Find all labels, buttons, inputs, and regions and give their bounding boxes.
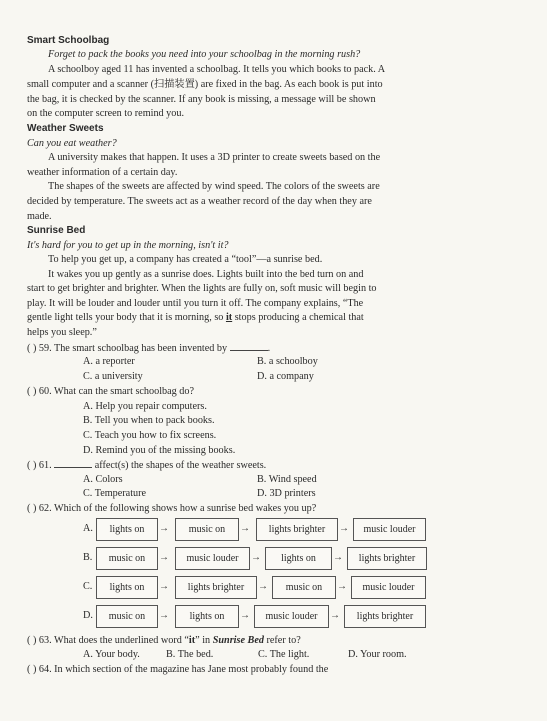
flow-step: lights on [96,576,158,599]
question-59 [27,341,442,355]
flow-step: lights on [265,547,332,570]
option-c[interactable]: C. Teach you how to fix screens. [83,430,217,441]
arrow-right-icon: → [251,552,261,563]
flow-step: lights brighter [175,576,257,599]
flow-step: music on [175,518,239,541]
paragraph-line: A university makes that happen. It uses a 3D printer to create sweets based on the [48,152,381,163]
question-stem-end: refer to? [263,635,301,646]
option-b[interactable]: B. The bed. [166,649,214,660]
section-question: Can you eat weather? [27,138,117,149]
flow-step: lights brighter [344,605,426,628]
option-c[interactable]: C. The light. [258,649,310,660]
option-label: A. [83,523,93,534]
flow-step: music louder [351,576,426,599]
paragraph-line: small computer and a scanner (扫描装置) are fixed in the bag. As each book is put into [27,79,383,90]
text-span: gentle light tells your body that it is morning, so [27,312,226,323]
paragraph-line: To help you get up, a company has created a “tool”—a sunrise bed. [48,254,323,265]
answer-blank[interactable] [230,341,268,351]
paragraph-line: A schoolboy aged 11 has invented a schoolbag. It tells you which books to pack. A [48,64,386,75]
flow-step: music on [96,547,158,570]
option-c[interactable]: C. Temperature [83,488,147,499]
question-61 [27,458,442,472]
arrow-right-icon: → [330,610,340,621]
option-d[interactable]: D. Your room. [348,649,407,660]
paragraph-line: play. It will be louder and louder until you turn it off. The company explains, “The [27,298,364,309]
option-b[interactable]: B. a schoolboy [257,356,318,367]
question-63 [27,634,442,647]
flow-step: lights on [96,518,158,541]
flow-step: music on [272,576,336,599]
question-stem: ( ) 59. The smart schoolbag has been invented by [27,343,228,354]
flow-option-d[interactable] [83,605,433,628]
paragraph-line [27,311,442,324]
flow-option-a[interactable] [83,518,433,541]
section-question: Forget to pack the books you need into your schoolbag in the morning rush? [48,49,361,60]
option-a[interactable]: A. Colors [83,474,123,485]
arrow-right-icon: → [159,581,169,592]
paragraph-line: decided by temperature. The sweets act as a weather record of the day when they are [27,196,372,207]
question-stem: ( ) 61. [27,460,52,471]
section-question: It's hard for you to get up in the morning, isn't it? [27,240,229,251]
underlined-word-it: it [225,312,233,323]
arrow-right-icon: → [339,523,349,534]
option-d[interactable]: D. Remind you of the missing books. [83,445,236,456]
option-d[interactable]: D. a company [257,371,314,382]
arrow-right-icon: → [240,523,250,534]
option-a[interactable]: A. Your body. [83,649,140,660]
option-c[interactable]: C. a university [83,371,143,382]
paragraph-line: It wakes you up gently as a sunrise does. Lights built into the bed turn on and [48,269,364,280]
flow-step: music louder [353,518,426,541]
section-title-weather-sweets: Weather Sweets [27,123,104,134]
flow-step: lights brighter [256,518,338,541]
paragraph-line: The shapes of the sweets are affected by wind speed. The colors of the sweets are [48,181,380,192]
flow-step: music louder [175,547,250,570]
question-64: ( ) 64. In which section of the magazine has Jane most probably found the [27,664,329,675]
arrow-right-icon: → [159,610,169,621]
flow-option-c[interactable] [83,576,433,599]
quoted-title: Sunrise Bed [212,635,264,646]
question-stem: ( ) 63. What does the underlined word “ [27,635,189,646]
paragraph-line: start to get brighter and brighter. When the lights are fully on, soft music will begin to [27,283,377,294]
section-title-smart-schoolbag: Smart Schoolbag [27,35,110,46]
option-label: D. [83,610,93,621]
paragraph-line: made. [27,211,52,222]
flow-step: lights brighter [347,547,427,570]
arrow-right-icon: → [333,552,343,563]
question-60: ( ) 60. What can the smart schoolbag do? [27,386,195,397]
section-title-sunrise-bed: Sunrise Bed [27,225,86,236]
paragraph-line: weather information of a certain day. [27,167,178,178]
quoted-word: it [188,635,196,646]
arrow-right-icon: → [159,552,169,563]
question-stem: ” in [195,635,213,646]
flow-step: lights on [175,605,239,628]
arrow-right-icon: → [240,610,250,621]
arrow-right-icon: → [159,523,169,534]
flow-step: music on [96,605,158,628]
flow-step: music louder [254,605,329,628]
question-stem-end: affect(s) the shapes of the weather sweets. [94,460,267,471]
paragraph-line: helps you sleep.” [27,327,97,338]
answer-blank[interactable] [54,458,92,468]
text-span: stops producing a chemical that [232,312,364,323]
option-label: B. [83,552,93,563]
option-a[interactable]: A. Help you repair computers. [83,401,207,412]
question-62: ( ) 62. Which of the following shows how a sunrise bed wakes you up? [27,503,317,514]
option-b[interactable]: B. Tell you when to pack books. [83,415,215,426]
paragraph-line: the bag, it is checked by the scanner. If any book is missing, a message will be shown [27,94,376,105]
option-d[interactable]: D. 3D printers [257,488,316,499]
question-stem-end: . [267,343,271,354]
option-label: C. [83,581,93,592]
flow-option-b[interactable] [83,547,433,570]
option-b[interactable]: B. Wind speed [257,474,317,485]
option-a[interactable]: A. a reporter [83,356,135,367]
arrow-right-icon: → [337,581,347,592]
arrow-right-icon: → [258,581,268,592]
paragraph-line: on the computer screen to remind you. [27,108,185,119]
